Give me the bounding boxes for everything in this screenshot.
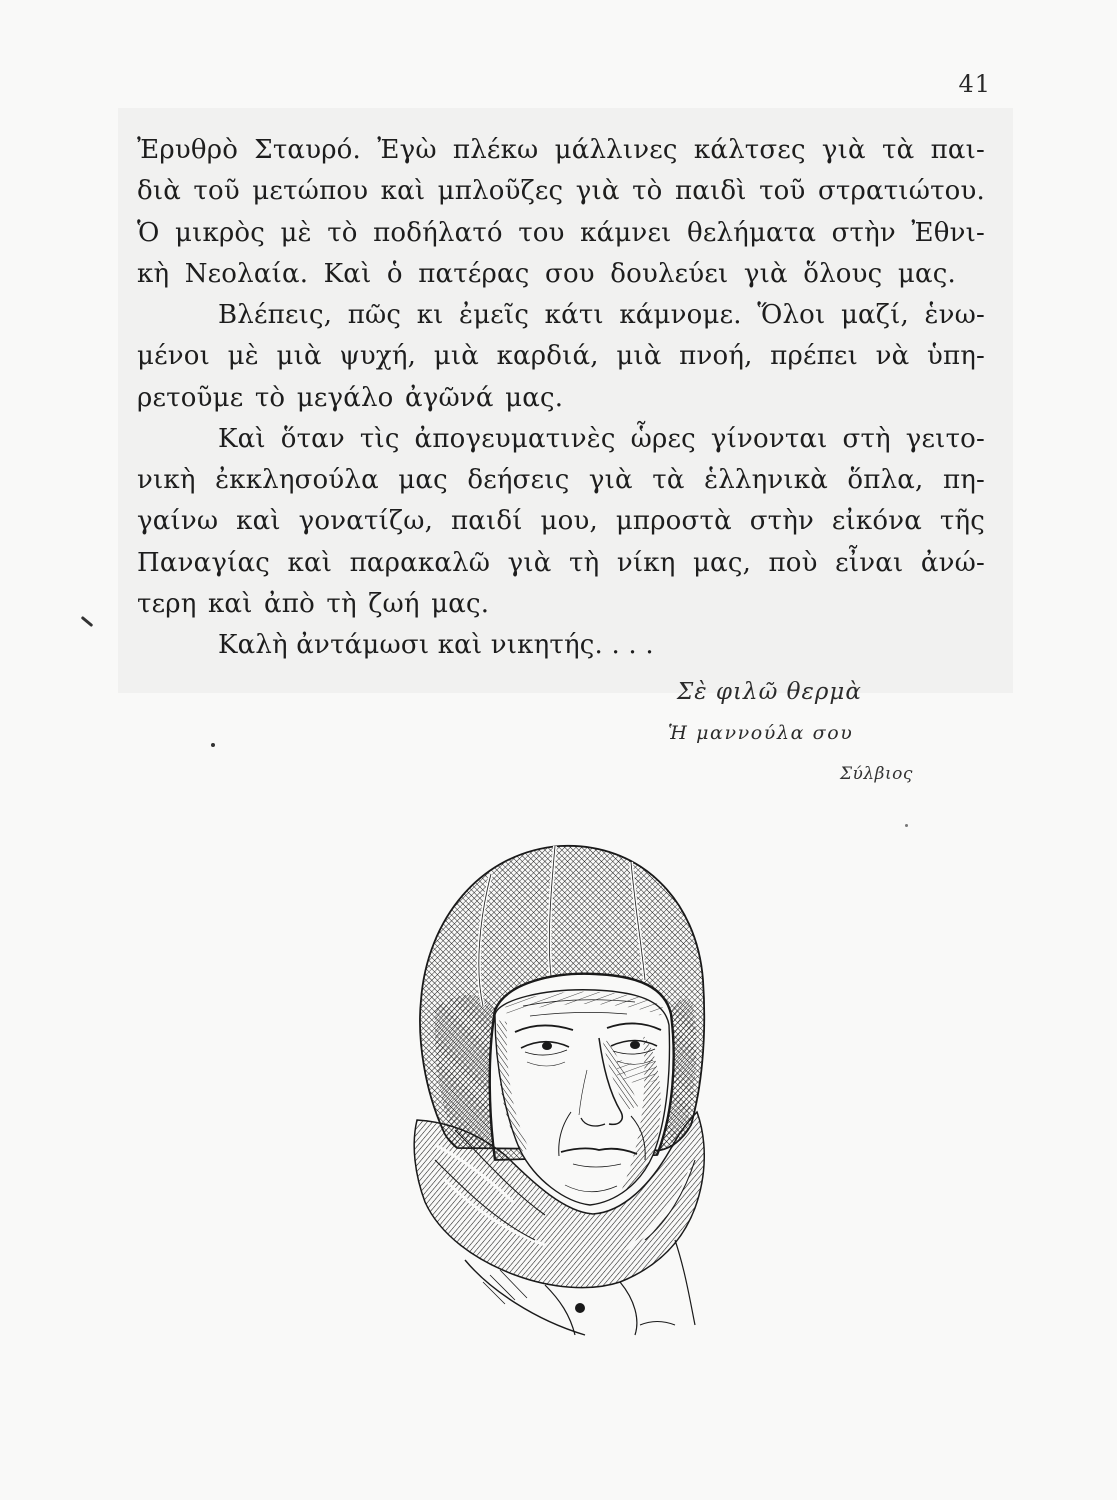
text-line: Ἐρυθρὸ Σταυρό. Ἐγὼ πλέκω μάλλινες κάλτσες γιὰ τὰ παι- — [137, 135, 985, 165]
coat-button — [575, 1303, 585, 1313]
artist-signature: Σύλβιος — [840, 764, 913, 784]
text-line: κὴ Νεολαία. Καὶ ὁ πατέρας σου δουλεύει γιὰ ὅλους μας. — [137, 258, 956, 289]
text-line: Καὶ ὅταν τὶς ἀπογευματινὲς ὧρες γίνονται στὴ γειτο- — [218, 423, 985, 454]
sender-line: Ἡ μαννούλα σου — [668, 722, 854, 744]
ink-dot — [211, 743, 215, 747]
text-line: νικὴ ἐκκλησούλα μας δεήσεις γιὰ τὰ ἑλληνικὰ ὅπλα, πη- — [137, 465, 985, 495]
closing-line: Σὲ φιλῶ θερμὰ — [677, 679, 862, 705]
text-line: Ὁ μικρὸς μὲ τὸ ποδήλατό του κάμνει θελήματα στὴν Ἐθνι- — [137, 217, 985, 248]
text-line: Βλέπεις, πῶς κι ἐμεῖς κάτι κάμνομε. Ὅλοι μαζί, ἑνω- — [218, 300, 985, 330]
text-line: διὰ τοῦ μετώπου καὶ μπλοῦζες γιὰ τὸ παιδὶ τοῦ στρατιώτου. — [137, 176, 985, 207]
text-line: Καλὴ ἀντάμωσι καὶ νικητής. . . . — [218, 630, 654, 660]
ink-dot — [905, 824, 908, 827]
text-line: Παναγίας καὶ παρακαλῶ γιὰ τὴ νίκη μας, ποὺ εἶναι ἀνώ- — [137, 547, 985, 578]
letter-body — [137, 130, 985, 666]
text-line: τερη καὶ ἀπὸ τὴ ζωή μας. — [137, 588, 490, 619]
text-line: ρετοῦμε τὸ μεγάλο ἀγῶνά μας. — [137, 382, 564, 413]
text-line: μένοι μὲ μιὰ ψυχή, μιὰ καρδιά, μιὰ πνοή, πρέπει νὰ ὑπη- — [137, 341, 985, 372]
scan-mark — [81, 616, 94, 627]
page-number: 41 — [958, 70, 991, 98]
text-line: γαίνω καὶ γονατίζω, παιδί μου, μπροστὰ στὴν εἰκόνα τῆς — [137, 506, 985, 537]
portrait-illustration — [395, 830, 715, 1340]
